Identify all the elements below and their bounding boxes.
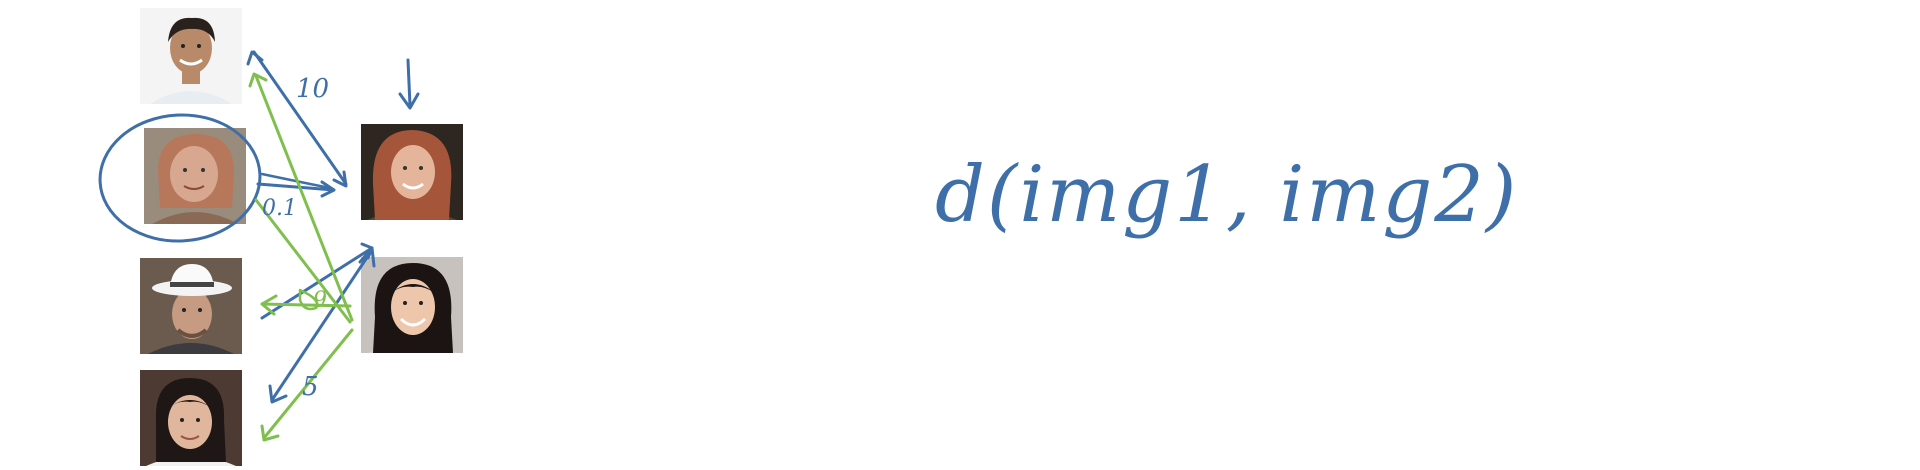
query-arrow-down (400, 60, 418, 108)
face-3-man-hat (140, 258, 242, 354)
query-face-1-portrait (361, 124, 463, 220)
arrow-face2-to-query (258, 182, 334, 196)
face-4-portrait (140, 370, 242, 466)
distance-label-mid: 9 (313, 288, 327, 313)
face-3-portrait (140, 258, 242, 354)
distance-label-low: 0.1 (262, 196, 297, 221)
distance-formula: d(img1, img2) (935, 150, 1519, 240)
face-1-man-smiling (140, 8, 242, 104)
face-2-portrait (144, 128, 246, 224)
query-face-dark-hair (361, 257, 463, 353)
distance-label-high: 10 (296, 74, 330, 104)
face-1-portrait (140, 8, 242, 104)
arrow-face4-tip (270, 386, 286, 402)
face-2-woman-red-hair (144, 128, 246, 224)
query-face-red-hair (361, 124, 463, 220)
green-arrow-face1-tip (250, 74, 266, 86)
face-4-woman-dark-hair (140, 370, 242, 466)
arrow-face2-to-query-2 (262, 174, 330, 188)
green-arrow-face3-to-query2 (262, 296, 350, 314)
distance-label-other: 5 (302, 372, 319, 402)
arrow-face4-to-query2 (272, 248, 374, 400)
query-face-2-portrait (361, 257, 463, 353)
arrow-face1-to-query (254, 52, 346, 186)
arrow-face1-tip (248, 52, 262, 64)
